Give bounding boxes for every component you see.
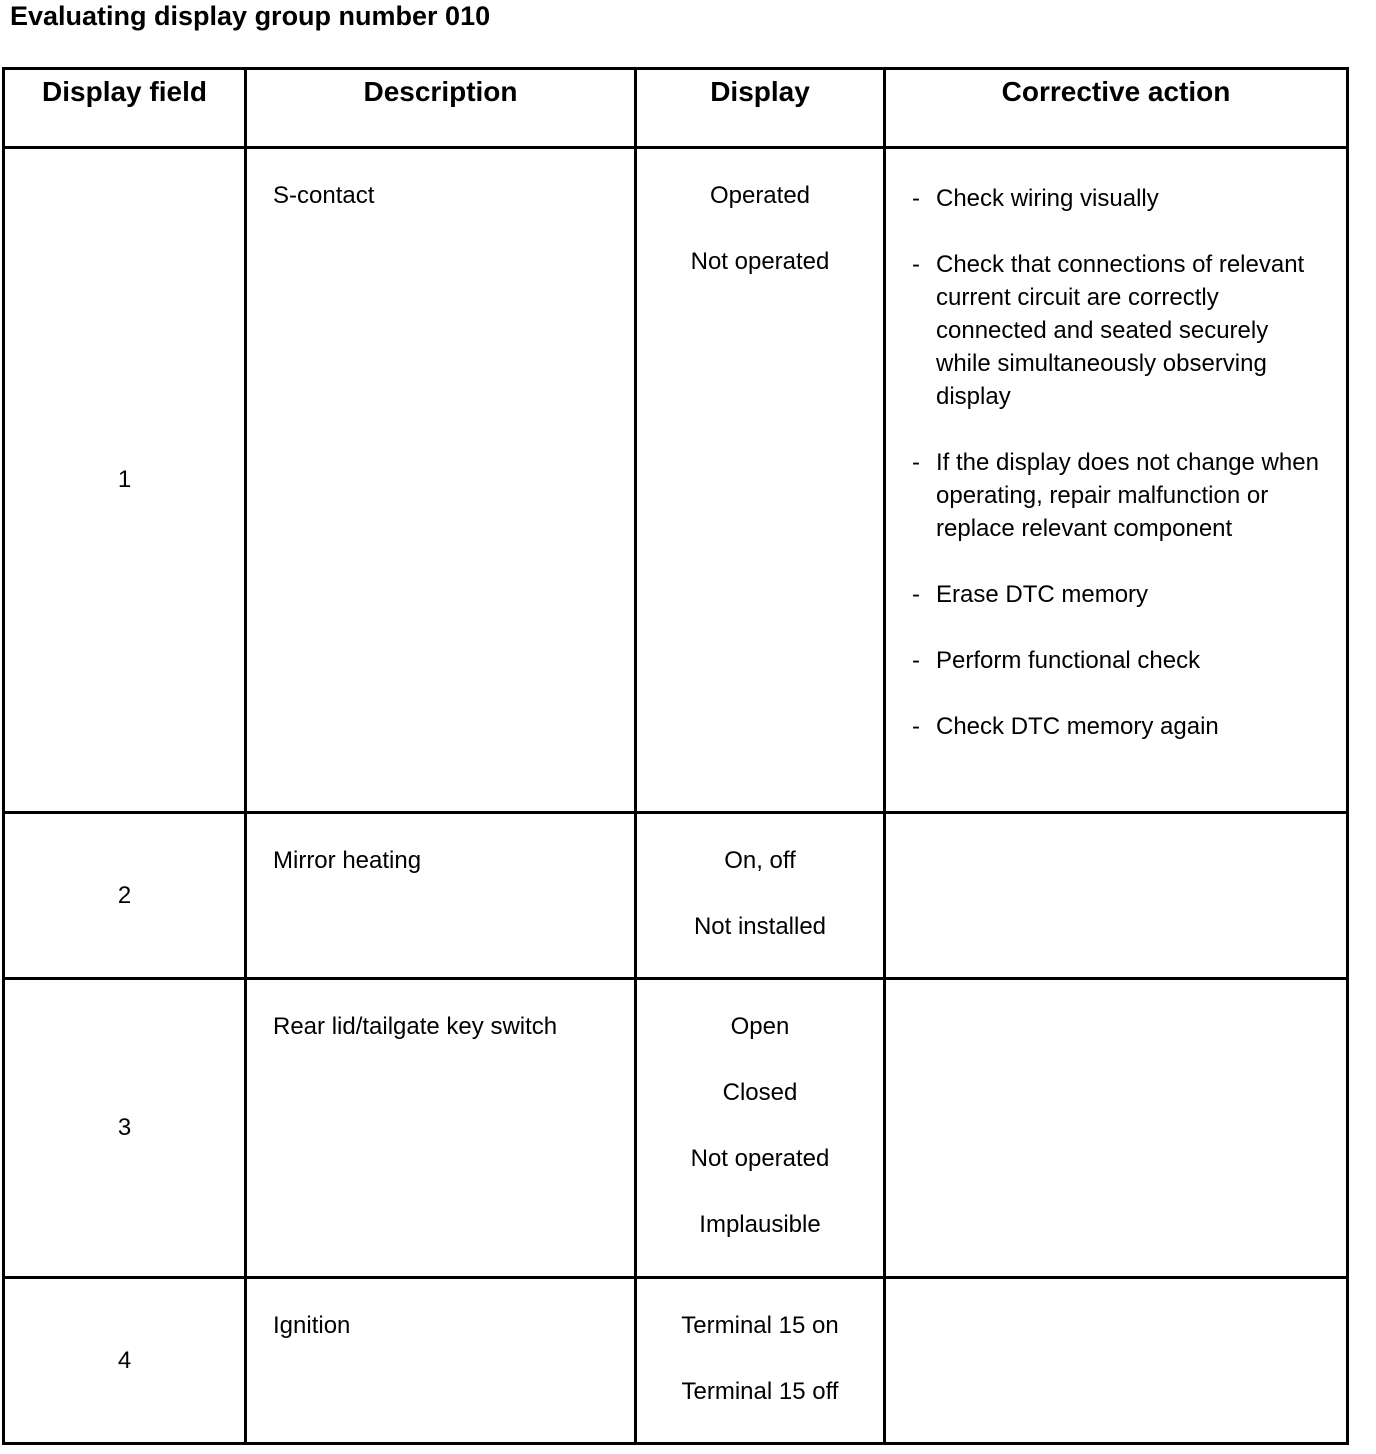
- description-cell: Mirror heating: [246, 813, 636, 979]
- list-item: - Check DTC memory again: [912, 713, 1219, 740]
- header-corrective-action: Corrective action: [885, 69, 1348, 148]
- display-field-number: 4: [4, 1278, 246, 1444]
- display-field-number: 2: [4, 813, 246, 979]
- list-item: - Check wiring visually: [912, 185, 1159, 212]
- header-display: Display: [636, 69, 885, 148]
- display-value: Terminal 15 on: [681, 1312, 839, 1339]
- display-cell: [636, 148, 885, 813]
- display-group-table: [2, 67, 1349, 1445]
- display-cell: [636, 1278, 885, 1444]
- display-field-number: 3: [4, 979, 246, 1278]
- corrective-action-cell: [885, 1278, 1348, 1444]
- display-value: Closed: [722, 1079, 798, 1106]
- corrective-action-cell: [885, 979, 1348, 1278]
- description-cell: Ignition: [246, 1278, 636, 1444]
- list-item: - If the display does not change when operating, repair malfunction or replace relevant component: [912, 449, 1319, 542]
- description-cell: S-contact: [246, 148, 636, 813]
- page-title: Evaluating display group number 010: [10, 1, 491, 31]
- list-item: - Erase DTC memory: [912, 581, 1149, 608]
- display-value: Open: [730, 1013, 790, 1040]
- display-value: Not operated: [690, 248, 830, 275]
- corrective-action-cell: [885, 148, 1348, 813]
- display-value: Not installed: [693, 913, 827, 940]
- display-field-number: 1: [4, 148, 246, 813]
- table-header-row: [4, 69, 1348, 148]
- display-value: Not operated: [690, 1145, 830, 1172]
- table-row: [4, 148, 1348, 813]
- display-cell: [636, 979, 885, 1278]
- description-cell: Rear lid/tailgate key switch: [246, 979, 636, 1278]
- table-row: [4, 979, 1348, 1278]
- header-display-field: Display field: [4, 69, 246, 148]
- display-value: Implausible: [699, 1211, 821, 1238]
- list-item: - Perform functional check: [912, 647, 1201, 674]
- table-row: [4, 1278, 1348, 1444]
- display-value: Terminal 15 off: [681, 1378, 839, 1405]
- display-value: Operated: [709, 182, 811, 209]
- display-value: On, off: [724, 847, 796, 874]
- list-item: - Check that connections of relevant current circuit are correctly connected and seated securely while simultaneously observing display: [912, 251, 1305, 410]
- header-description: Description: [246, 69, 636, 148]
- table-row: [4, 813, 1348, 979]
- corrective-action-cell: [885, 813, 1348, 979]
- corrective-action-list: [912, 182, 1326, 743]
- display-cell: [636, 813, 885, 979]
